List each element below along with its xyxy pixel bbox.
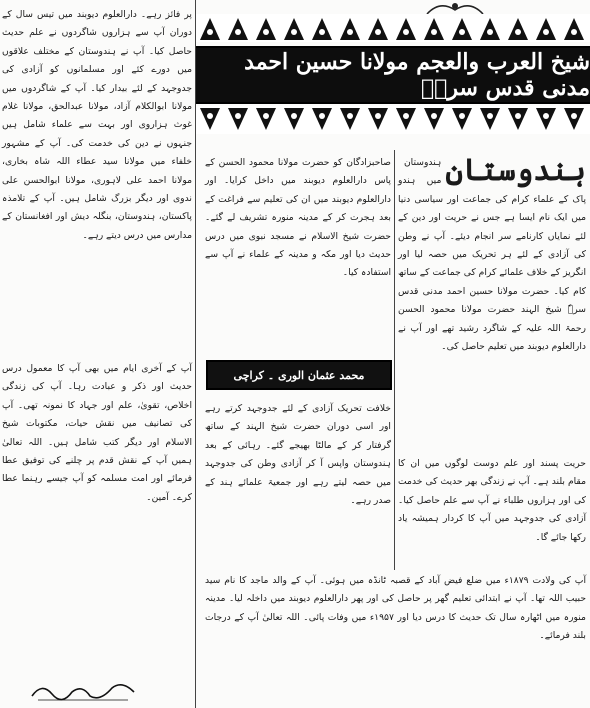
paragraph: پر فائز رہے۔ دارالعلوم دیوبند میں تیس سال کے دوران آپ سے ہزاروں شاگردوں نے علم حدیث حاصل کیا۔ آپ نے ہندوستان کے مختلف علاقوں میں دورے کئے اور مسلمانوں کو آزادی کی جدوجہد کے لئے بیدار کیا۔ آپ کے شاگردوں میں مولانا ابوالکلام آزاد، مولانا عبدالحق، مولانا غلام غوث ہزاروی اور بہت سے علماء شامل ہیں جنہوں نے دین کی خدمت کی۔ آپ کے مشہور خلفاء میں مولانا سید عطاء اللہ شاہ بخاری، مولانا احمد علی لاہوری، مولانا ابوالحسن علی ندوی اور دیگر بزرگ شامل ہیں۔ آپ کے تلامذہ پاکستان، ہندوستان، بنگلہ دیش اور افغانستان کے مدارس میں درس دیتے رہے۔	[2, 9, 192, 241]
drop-cap: ہندوستان	[445, 153, 586, 188]
paragraph: حریت پسند اور علم دوست لوگوں میں ان کا مقام بلند ہے۔ آپ نے زندگی بھر حدیث کی خدمت کی اور ہزاروں طلباء نے آپ سے علم حاصل کیا۔ آزادی کی جدوجہد میں آپ کا کردار ہمیشہ یاد رکھا جائے گا۔	[398, 458, 586, 543]
signature-icon	[28, 678, 138, 704]
article-column-middle	[205, 154, 391, 283]
article-column-right	[398, 154, 586, 356]
decorative-band-bottom	[196, 106, 590, 134]
floral-pattern-icon	[196, 14, 590, 42]
paragraph: صاحبزادگان کو حضرت مولانا محمود الحسن کے پاس دارالعلوم دیوبند میں داخل کرایا۔ اور دارالعلوم دیوبند میں ان کی تعلیم سے فراغت کے بعد ہجرت کر کے مدینہ منورہ تشریف لے گئے۔ حضرت شیخ الاسلام نے مسجد نبوی میں درس حدیث دیا اور مکہ و مدینہ کے علماء نے آپ سے استفادہ کیا۔	[205, 157, 391, 279]
decorative-band-top	[196, 14, 590, 42]
headline: شیخ العرب والعجم مولانا حسین احمد مدنی قدس سرہٗ	[196, 46, 590, 104]
paragraph: آپ کی ولادت ۱۸۷۹ء میں ضلع فیض آباد کے قصبہ ٹانڈہ میں ہوئی۔ آپ کے والد ماجد کا نام سید حبیب اللہ تھا۔ آپ نے ابتدائی تعلیم گھر پر حاصل کی اور پھر دارالعلوم دیوبند میں داخلہ لیا۔ مدینہ منورہ میں اٹھارہ سال تک حدیث کا درس دیا اور ۱۹۵۷ء میں وفات پائی۔ اللہ تعالیٰ آپ کے درجات بلند فرمائے۔	[205, 575, 586, 642]
column-divider	[195, 0, 196, 708]
paragraph: ہندوستان میں ہندو پاک کے علماء کرام کی جماعت اور سیاسی دنیا میں ایک نام ایسا ہے جس نے حریت اور دین کے لئے نمایاں کارنامے سر انجام دیئے۔ آپ نے وطن کی آزادی کے لئے ہر تحریک میں حصہ لیا اور انگریز کے خلاف علمائے کرام کی جماعت کے ساتھ کام کیا۔ حضرت مولانا حسین احمد مدنی قدس سرہٗ شیخ الہند حضرت مولانا محمود الحسن رحمۃ اللہ علیہ کے شاگرد رشید تھے اور آپ نے دارالعلوم دیوبند میں تعلیم حاصل کی۔	[398, 157, 586, 353]
article-column-left-lower	[2, 360, 192, 507]
article-column-middle-lower	[205, 400, 391, 510]
article-column-bottom	[205, 572, 586, 646]
paragraph: خلافت تحریک آزادی کے لئے جدوجہد کرتے رہے اور اسی دوران حضرت شیخ الہند کے ساتھ گرفتار کر کے مالٹا بھیجے گئے۔ رہائی کے بعد ہندوستان واپس آ کر آزادی وطن کی جدوجہد میں حصہ لیتے رہے اور جمعیۃ علمائے ہند کے صدر رہے۔	[205, 403, 391, 507]
author-byline: محمد عثمان الوری ۔ کراچی	[206, 360, 392, 390]
column-divider	[394, 150, 395, 570]
paragraph: آپ کے آخری ایام میں بھی آپ کا معمول درس حدیث اور ذکر و عبادت رہا۔ آپ کی زندگی اخلاص، تقویٰ، علم اور جہاد کا نمونہ تھی۔ آپ کی تصانیف میں نقش حیات، مکتوبات شیخ الاسلام اور دیگر کتب شامل ہیں۔ اللہ تعالیٰ ہمیں آپ کے نقش قدم پر چلنے کی توفیق عطا فرمائے اور امت مسلمہ کو آپ جیسے رہنما عطا کرے۔ آمین۔	[2, 363, 192, 503]
article-column-left	[2, 6, 192, 245]
floral-pattern-icon	[196, 106, 590, 134]
article-column-right-lower	[398, 455, 586, 547]
